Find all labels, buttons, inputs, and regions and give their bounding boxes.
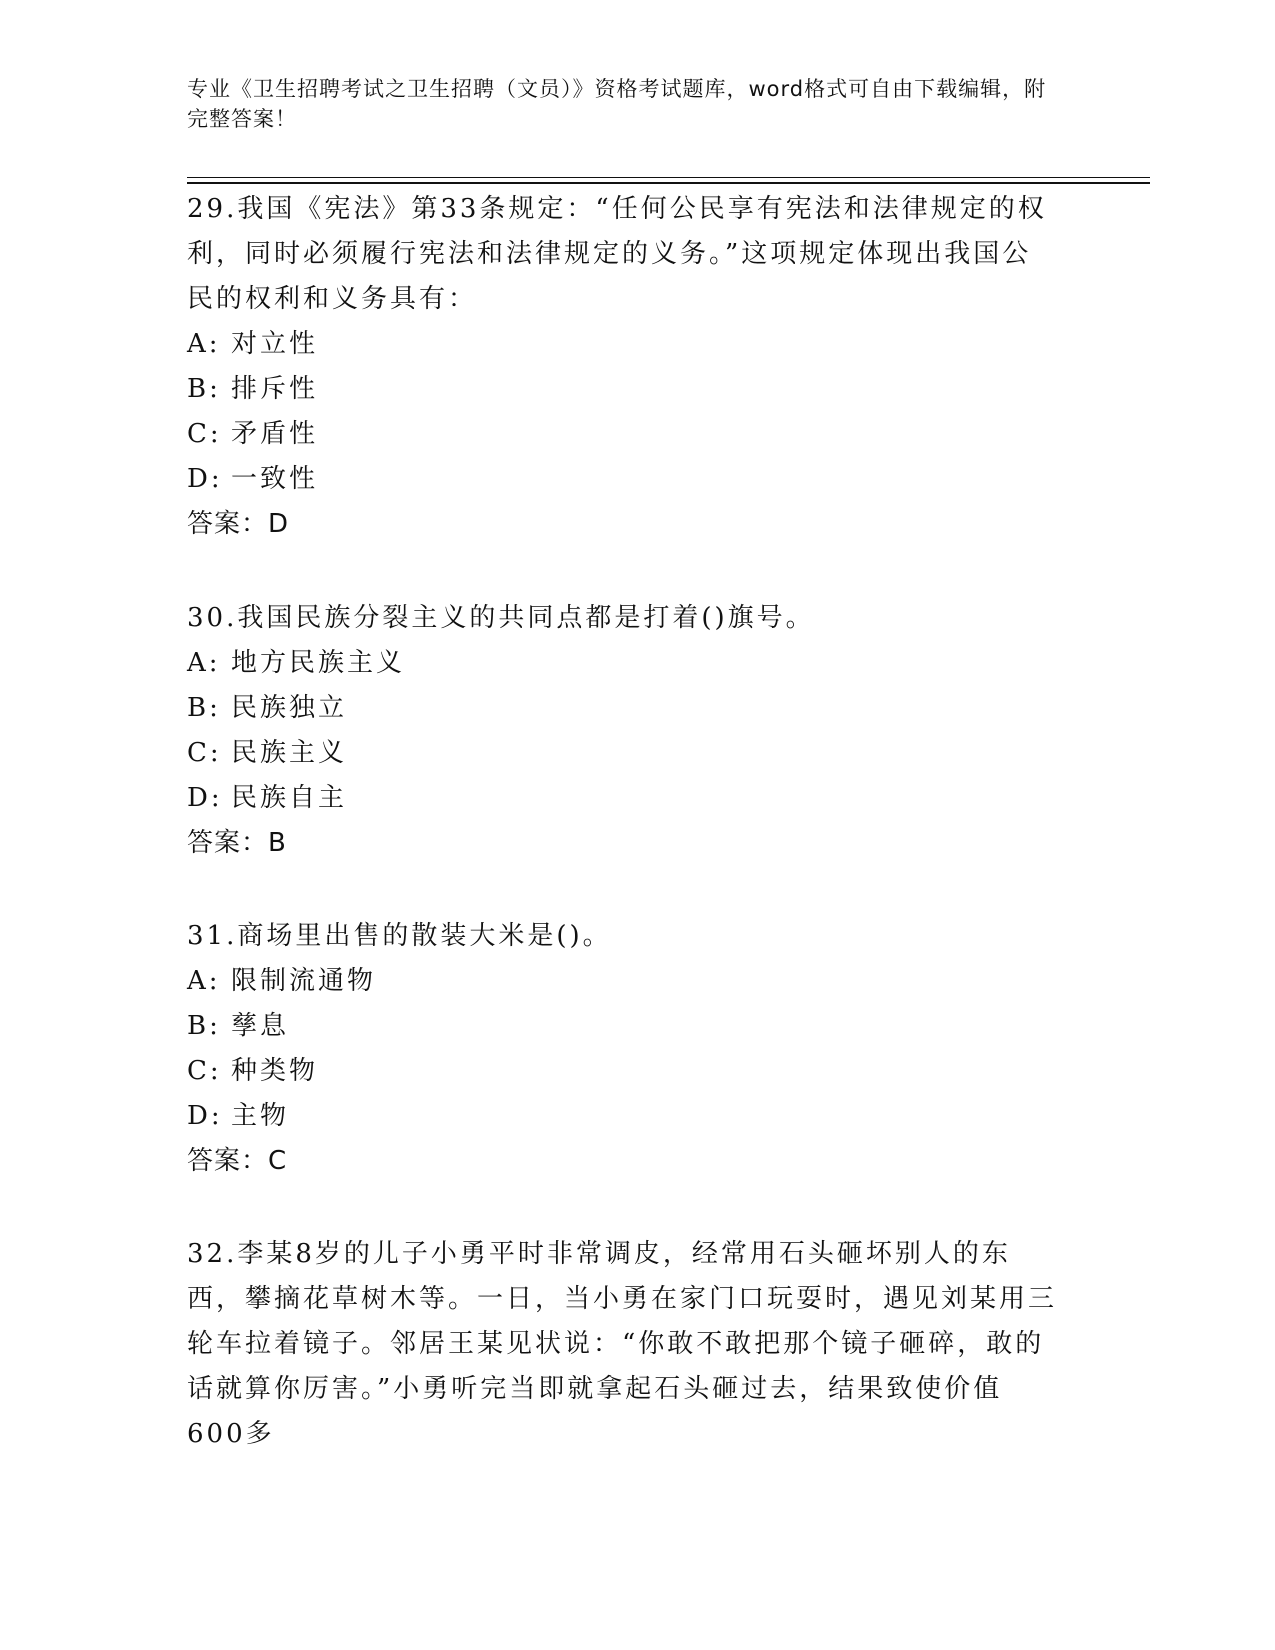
option-letter: D:	[187, 783, 223, 813]
document-header: 专业《卫生招聘考试之卫生招聘（文员）》资格考试题库，word格式可自由下载编辑，附完整答案！	[187, 77, 1047, 131]
option-a	[187, 959, 1057, 1004]
option-d	[187, 1094, 1057, 1139]
answer-line: 答案：B	[187, 828, 287, 858]
option-b	[187, 1004, 1057, 1049]
question-31	[187, 914, 1057, 1184]
option-d	[187, 457, 1057, 502]
option-c	[187, 1049, 1057, 1094]
question-29	[187, 187, 1057, 547]
option-b	[187, 686, 1057, 731]
option-letter: A:	[187, 966, 221, 996]
option-a	[187, 322, 1057, 367]
option-letter: B:	[187, 693, 221, 723]
option-letter: A:	[187, 329, 221, 359]
question-30	[187, 596, 1057, 866]
option-d	[187, 776, 1057, 821]
option-text: 矛盾性	[231, 419, 319, 449]
question-32	[187, 1232, 1057, 1457]
option-c	[187, 731, 1057, 776]
option-letter: B:	[187, 1011, 221, 1041]
option-text: 主物	[231, 1101, 290, 1131]
option-letter: B:	[187, 374, 221, 404]
option-text: 民族主义	[231, 738, 348, 768]
header-divider-thick	[187, 182, 1150, 184]
question-stem: 32.李某8岁的儿子小勇平时非常调皮，经常用石头砸坏别人的东西，攀摘花草树木等。一日，当小勇在家门口玩耍时，遇见刘某用三轮车拉着镜子。邻居王某见状说：“你敢不敢把那个镜子砸碎，敢的话就算你厉害。”小勇听完当即就拿起石头砸过去，结果致使价值600多	[187, 1239, 1058, 1449]
answer-line: 答案：D	[187, 509, 290, 539]
option-text: 地方民族主义	[231, 648, 406, 678]
question-stem: 30.我国民族分裂主义的共同点都是打着()旗号。	[187, 603, 815, 633]
option-letter: C:	[187, 419, 222, 449]
answer-line: 答案：C	[187, 1146, 288, 1176]
option-letter: C:	[187, 1056, 222, 1086]
option-text: 一致性	[231, 464, 319, 494]
option-letter: A:	[187, 648, 221, 678]
option-c	[187, 412, 1057, 457]
option-text: 对立性	[231, 329, 319, 359]
option-text: 排斥性	[231, 374, 319, 404]
option-letter: C:	[187, 738, 222, 768]
option-text: 民族独立	[231, 693, 348, 723]
question-stem: 29.我国《宪法》第33条规定：“任何公民享有宪法和法律规定的权利，同时必须履行宪法和法律规定的义务。”这项规定体现出我国公民的权利和义务具有：	[187, 194, 1047, 314]
question-stem: 31.商场里出售的散装大米是()。	[187, 921, 612, 951]
option-letter: D:	[187, 1101, 223, 1131]
option-a	[187, 641, 1057, 686]
option-text: 限制流通物	[231, 966, 377, 996]
option-letter: D:	[187, 464, 223, 494]
header-divider-thin	[187, 177, 1150, 178]
option-b	[187, 367, 1057, 412]
option-text: 种类物	[231, 1056, 319, 1086]
option-text: 孳息	[231, 1011, 290, 1041]
option-text: 民族自主	[231, 783, 348, 813]
